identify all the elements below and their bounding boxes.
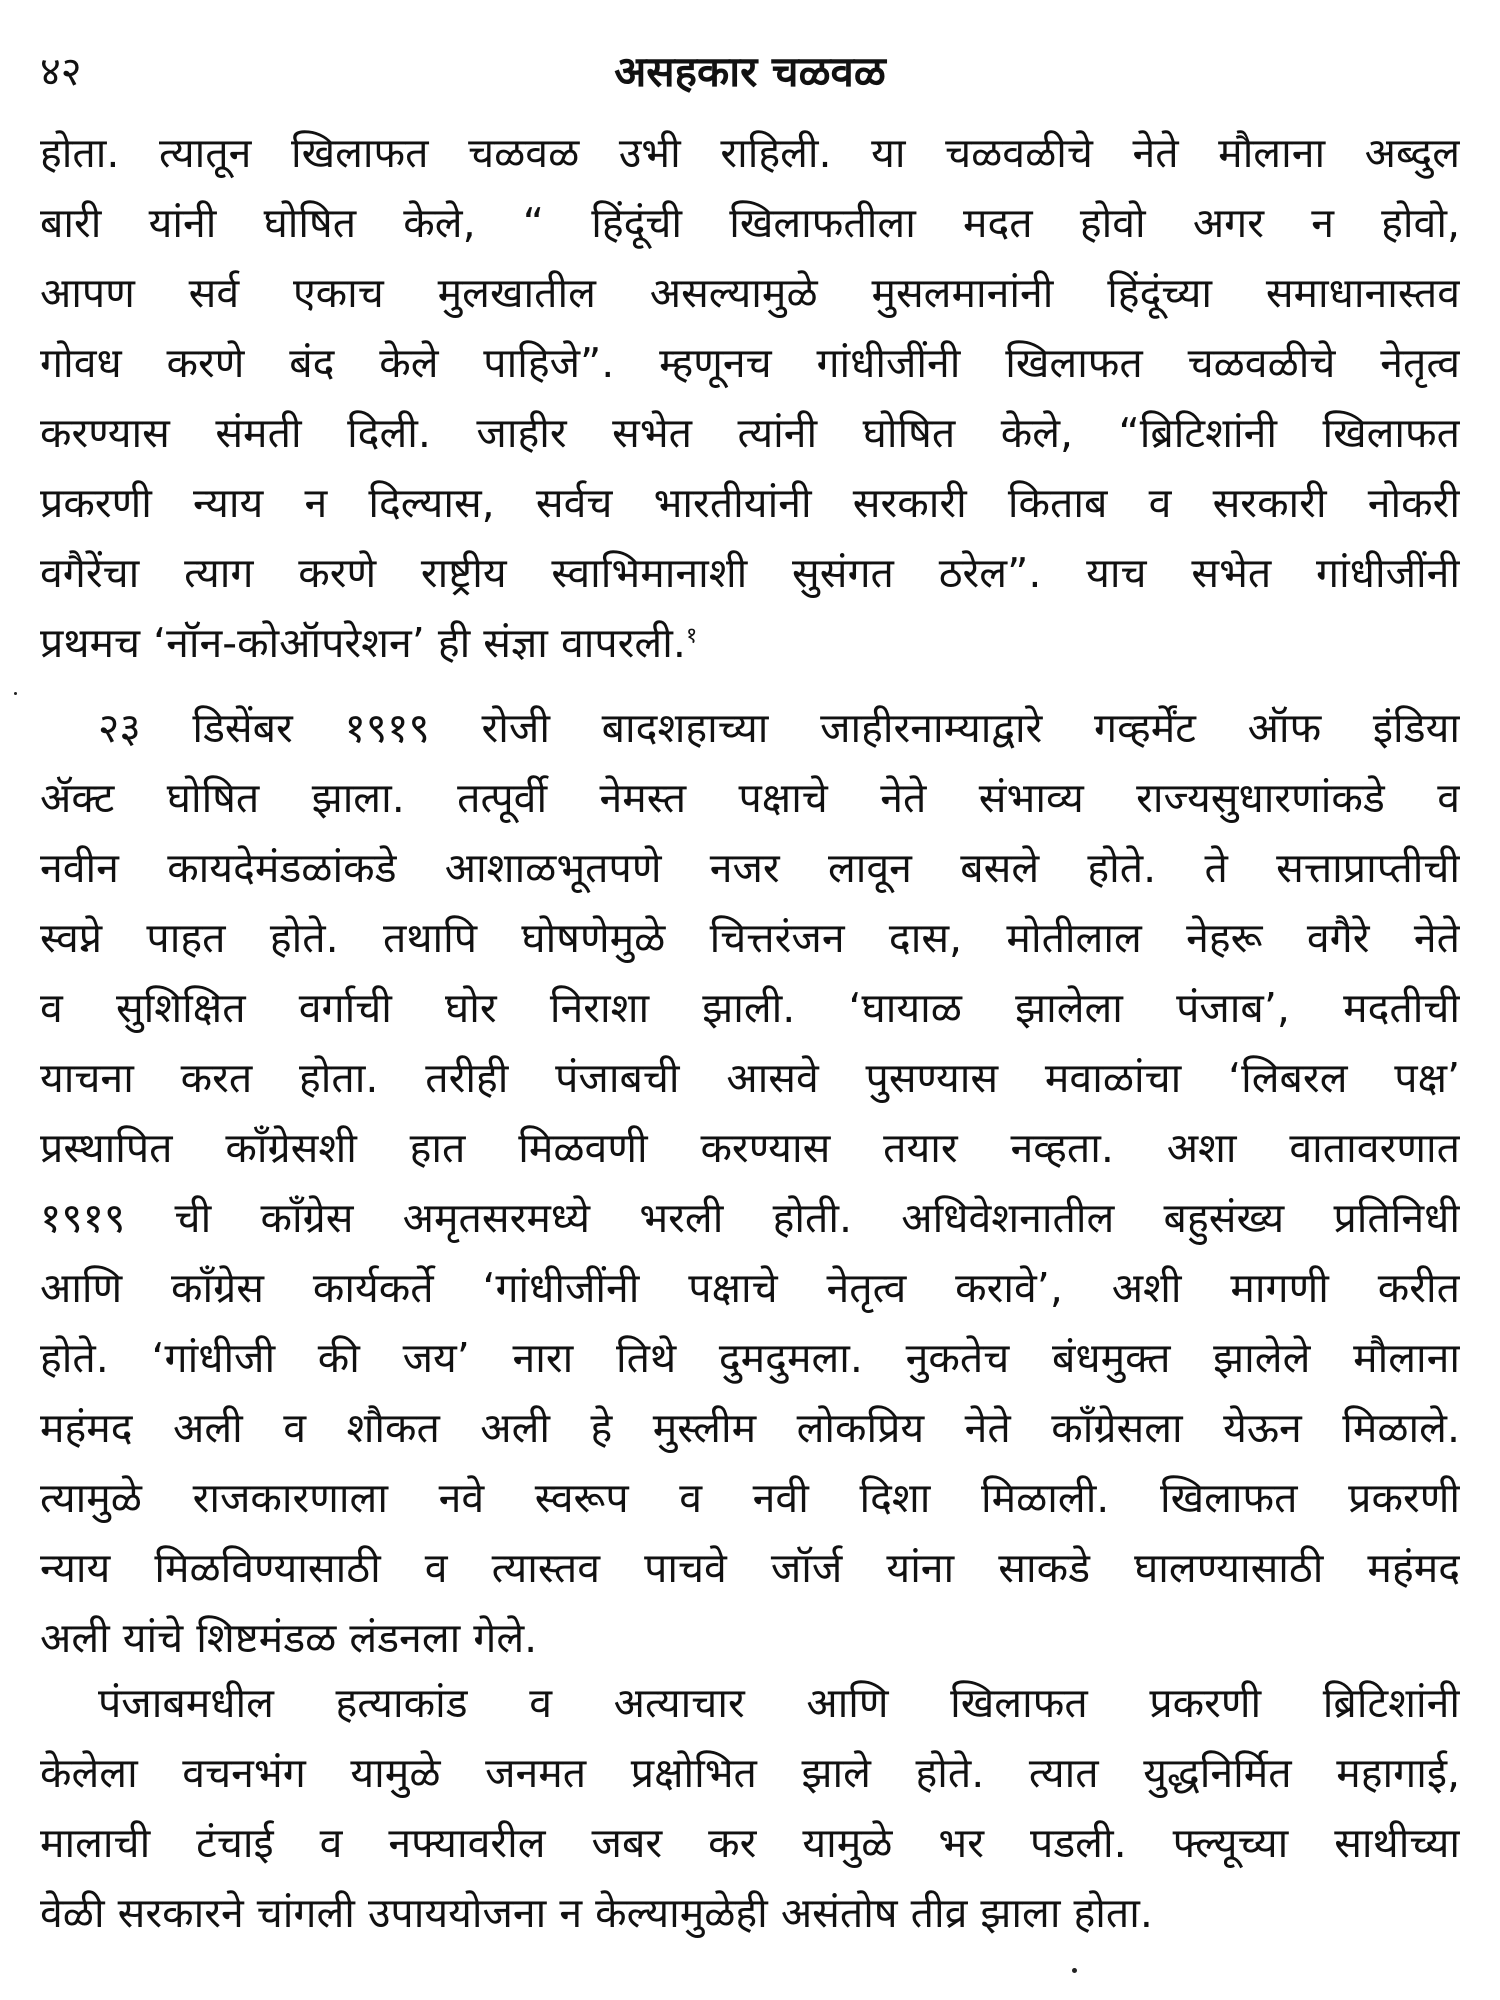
paragraph-1	[40, 118, 1460, 678]
paragraph-3	[40, 1668, 1460, 1948]
text-line: स्वप्ने पाहत होते. तथापि घोषणेमुळे चित्तरंजन दास, मोतीलाल नेहरू वगैरे नेते	[40, 914, 1460, 962]
paragraph-2	[40, 693, 1460, 1673]
text-line: मालाची टंचाई व नफ्यावरील जबर कर यामुळे भर पडली. फ्ल्यूच्या साथीच्या	[40, 1819, 1460, 1867]
text-line: बारी यांनी घोषित केले, “ हिंदूंची खिलाफतीला मदत होवो अगर न होवो,	[40, 199, 1460, 247]
text-line: वेळी सरकारने चांगली उपाययोजना न केल्यामुळेही असंतोष तीव्र झाला होता.	[40, 1889, 1153, 1937]
footnote-marker: १	[685, 623, 698, 649]
page-header	[40, 42, 1460, 102]
text-line: १९१९ ची कॉंग्रेस अमृतसरमध्ये भरली होती. अधिवेशनातील बहुसंख्य प्रतिनिधी	[40, 1194, 1460, 1242]
text-line: पंजाबमधील हत्याकांड व अत्याचार आणि खिलाफत प्रकरणी ब्रिटिशांनी	[98, 1679, 1460, 1727]
scan-speck	[14, 692, 17, 695]
text-line: केलेला वचनभंग यामुळे जनमत प्रक्षोभित झाले होते. त्यात युद्धनिर्मित महागाई,	[40, 1749, 1460, 1797]
text-line: महंमद अली व शौकत अली हे मुस्लीम लोकप्रिय नेते कॉंग्रेसला येऊन मिळाले.	[40, 1404, 1460, 1452]
text-line: त्यामुळे राजकारणाला नवे स्वरूप व नवी दिशा मिळाली. खिलाफत प्रकरणी	[40, 1474, 1460, 1522]
text-line: आणि कॉंग्रेस कार्यकर्ते ‘गांधीजींनी पक्षाचे नेतृत्व करावे’, अशी मागणी करीत	[40, 1264, 1460, 1312]
text-line: ॲक्ट घोषित झाला. तत्पूर्वी नेमस्त पक्षाचे नेते संभाव्य राज्यसुधारणांकडे व	[40, 774, 1460, 822]
text-line: न्याय मिळविण्यासाठी व त्यास्तव पाचवे जॉर्ज यांना साकडे घालण्यासाठी महंमद	[40, 1544, 1460, 1592]
text-line: गोवध करणे बंद केले पाहिजे”. म्हणूनच गांधीजींनी खिलाफत चळवळीचे नेतृत्व	[40, 339, 1460, 387]
text-line: वगैरेंचा त्याग करणे राष्ट्रीय स्वाभिमानाशी सुसंगत ठरेल”. याच सभेत गांधीजींनी	[40, 549, 1460, 597]
text-line: होता. त्यातून खिलाफत चळवळ उभी राहिली. या चळवळीचे नेते मौलाना अब्दुल	[40, 129, 1460, 177]
text-line: आपण सर्व एकाच मुलखातील असल्यामुळे मुसलमानांनी हिंदूंच्या समाधानास्तव	[40, 269, 1460, 317]
text-line	[40, 608, 1460, 678]
text-line: प्रकरणी न्याय न दिल्यास, सर्वच भारतीयांनी सरकारी किताब व सरकारी नोकरी	[40, 479, 1460, 527]
text-line: नवीन कायदेमंडळांकडे आशाळभूतपणे नजर लावून बसले होते. ते सत्ताप्राप्तीची	[40, 844, 1460, 892]
text-line: प्रस्थापित कॉंग्रेसशी हात मिळवणी करण्यास तयार नव्हता. अशा वातावरणात	[40, 1124, 1460, 1172]
text-line: अली यांचे शिष्टमंडळ लंडनला गेले.	[40, 1614, 538, 1662]
text-line: व सुशिक्षित वर्गाची घोर निराशा झाली. ‘घायाळ झालेला पंजाब’, मदतीची	[40, 984, 1460, 1032]
text-line: २३ डिसेंबर १९१९ रोजी बादशहाच्या जाहीरनाम्याद्वारे गव्हर्मेंट ऑफ इंडिया	[98, 704, 1460, 752]
scan-speck	[1072, 1968, 1077, 1973]
running-title: असहकार चळवळ	[614, 47, 886, 96]
text-line-content: प्रथमच ‘नॉन-कोऑपरेशन’ ही संज्ञा वापरली.	[40, 619, 686, 667]
text-line: करण्यास संमती दिली. जाहीर सभेत त्यांनी घोषित केले, “ब्रिटिशांनी खिलाफत	[40, 409, 1460, 457]
text-line: होते. ‘गांधीजी की जय’ नारा तिथे दुमदुमला. नुकतेच बंधमुक्त झालेले मौलाना	[40, 1334, 1460, 1382]
text-line: याचना करत होता. तरीही पंजाबची आसवे पुसण्यास मवाळांचा ‘लिबरल पक्ष’	[40, 1054, 1460, 1102]
page-number: ४२	[40, 49, 82, 95]
